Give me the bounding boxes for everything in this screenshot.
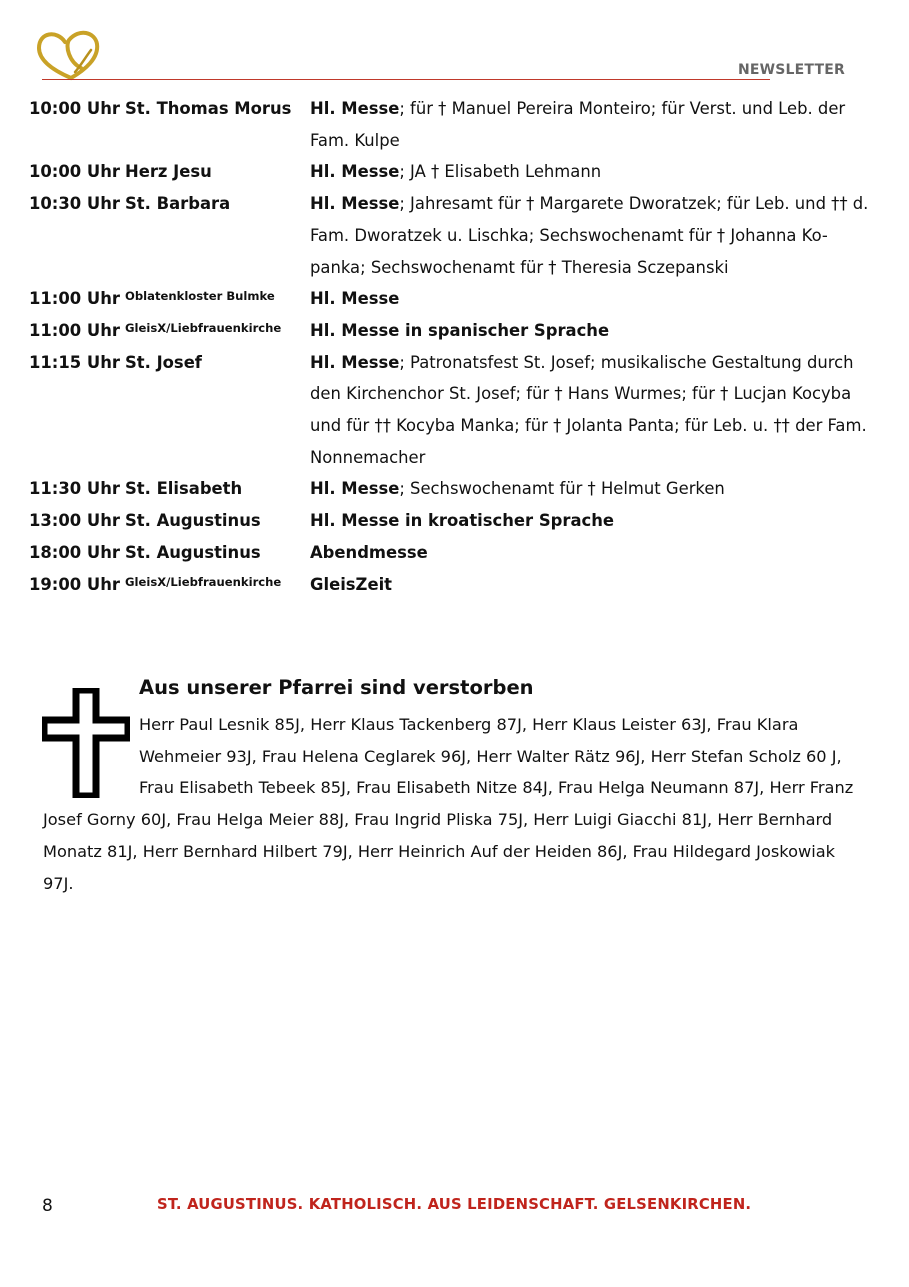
schedule-time: 11:00 Uhr xyxy=(29,320,120,340)
service-title: Hl. Messe xyxy=(310,352,400,372)
schedule-description xyxy=(310,315,879,347)
schedule-description xyxy=(310,156,879,188)
service-detail: ; Patronatsfest St. Josef; musikalische Gestaltung durch den Kirchenchor St. Josef; für † Hans Wurmes; für † Lucjan Kocyba und für †† Kocyba Manka; für † Jolanta Panta; für Leb. u. †† der Fam. Nonnemacher xyxy=(310,352,867,467)
obituary-title: Aus unserer Pfarrei sind verstorben xyxy=(139,676,534,699)
schedule-church: St. Augustinus xyxy=(125,542,261,562)
service-detail: ; JA † Elisabeth Lehmann xyxy=(399,162,602,182)
service-title: Hl. Messe xyxy=(310,194,400,214)
schedule-description xyxy=(310,473,879,505)
schedule-row xyxy=(29,473,879,505)
schedule-row xyxy=(29,315,879,347)
obituary-names: Herr Paul Lesnik 85J, Herr Klaus Tackenberg 87J, Herr Klaus Leister 63J, Frau Klara Wehmeier 93J, Frau Helena Ceglarek 96J, Herr Walter Rätz 96J, Herr Stefan Scholz 60 J, Frau Elisabeth Tebeek 85J, Frau Elisabeth Nitze 84J, Frau Helga Neumann 87J, Herr Franz Josef Gorny 60J, Frau Helga Meier 88J, Frau Ingrid Pliska 75J, Herr Luigi Giacchi 81J, Herr Bernhard Monatz 81J, Herr Bernhard Hilbert 79J, Herr Heinrich Auf der Heiden 86J, Frau Hildegard Joskowiak 97J. xyxy=(43,715,854,893)
service-detail: ; Jahresamt für † Margarete Dworatzek; für Leb. und †† d. Fam. Dworatzek u. Lischka; Sechswochenamt für † Johanna Ko-panka; Sechswochenamt für † Theresia Sczepanski xyxy=(310,194,869,277)
schedule-row xyxy=(29,156,879,188)
schedule-time: 10:00 Uhr xyxy=(29,99,120,118)
service-detail: ; Sechswochenamt für † Helmut Gerken xyxy=(399,479,725,499)
newsletter-label: NEWSLETTER xyxy=(737,62,845,78)
header-divider xyxy=(42,79,770,80)
service-title: Hl. Messe in kroatischer Sprache xyxy=(310,511,615,531)
schedule-church: GleisX/Liebfrauenkirche xyxy=(125,574,282,589)
schedule-row xyxy=(29,505,879,537)
schedule-description xyxy=(310,347,879,474)
schedule-time: 10:30 Uhr xyxy=(29,194,120,214)
schedule-description xyxy=(310,283,879,315)
schedule-description xyxy=(310,93,879,156)
schedule-church: Oblatenkloster Bulmke xyxy=(125,289,275,304)
schedule-row xyxy=(29,569,879,601)
schedule-time: 13:00 Uhr xyxy=(29,511,120,531)
service-title: Hl. Messe in spanischer Sprache xyxy=(310,320,610,340)
schedule-description xyxy=(310,569,879,601)
obituary-text xyxy=(43,709,863,899)
schedule-church: St. Thomas Morus xyxy=(125,99,292,118)
schedule-time: 19:00 Uhr xyxy=(29,574,120,594)
schedule-time: 11:30 Uhr xyxy=(29,479,120,499)
schedule-time: 11:00 Uhr xyxy=(29,289,120,309)
service-title: Hl. Messe xyxy=(310,99,400,118)
service-detail: ; für † Manuel Pereira Monteiro; für Verst. und Leb. der Fam. Kulpe xyxy=(310,99,846,150)
schedule-row xyxy=(29,347,879,474)
page-number: 8 xyxy=(42,1196,53,1216)
schedule-description xyxy=(310,188,879,283)
schedule-church: Herz Jesu xyxy=(125,162,212,182)
schedule-time: 18:00 Uhr xyxy=(29,542,120,562)
footer-slogan: ST. AUGUSTINUS. KATHOLISCH. AUS LEIDENSCHAFT. GELSENKIRCHEN. xyxy=(157,1196,752,1213)
schedule-row xyxy=(29,537,879,569)
service-title: Hl. Messe xyxy=(310,479,400,499)
mass-schedule xyxy=(29,93,879,600)
schedule-row xyxy=(29,188,879,283)
heart-logo-icon xyxy=(35,28,101,82)
service-title: Hl. Messe xyxy=(310,289,400,309)
schedule-row xyxy=(29,283,879,315)
service-title: GleisZeit xyxy=(310,574,393,594)
schedule-church: GleisX/Liebfrauenkirche xyxy=(125,320,282,335)
schedule-description xyxy=(310,537,879,569)
schedule-row xyxy=(29,93,879,156)
service-title: Abendmesse xyxy=(310,542,428,562)
schedule-church: St. Augustinus xyxy=(125,511,261,531)
schedule-time: 11:15 Uhr xyxy=(29,352,120,372)
schedule-church: St. Josef xyxy=(125,352,202,372)
schedule-church: St. Elisabeth xyxy=(125,479,243,499)
schedule-church: St. Barbara xyxy=(125,194,231,214)
schedule-time: 10:00 Uhr xyxy=(29,162,120,182)
service-title: Hl. Messe xyxy=(310,162,400,182)
schedule-description xyxy=(310,505,879,537)
